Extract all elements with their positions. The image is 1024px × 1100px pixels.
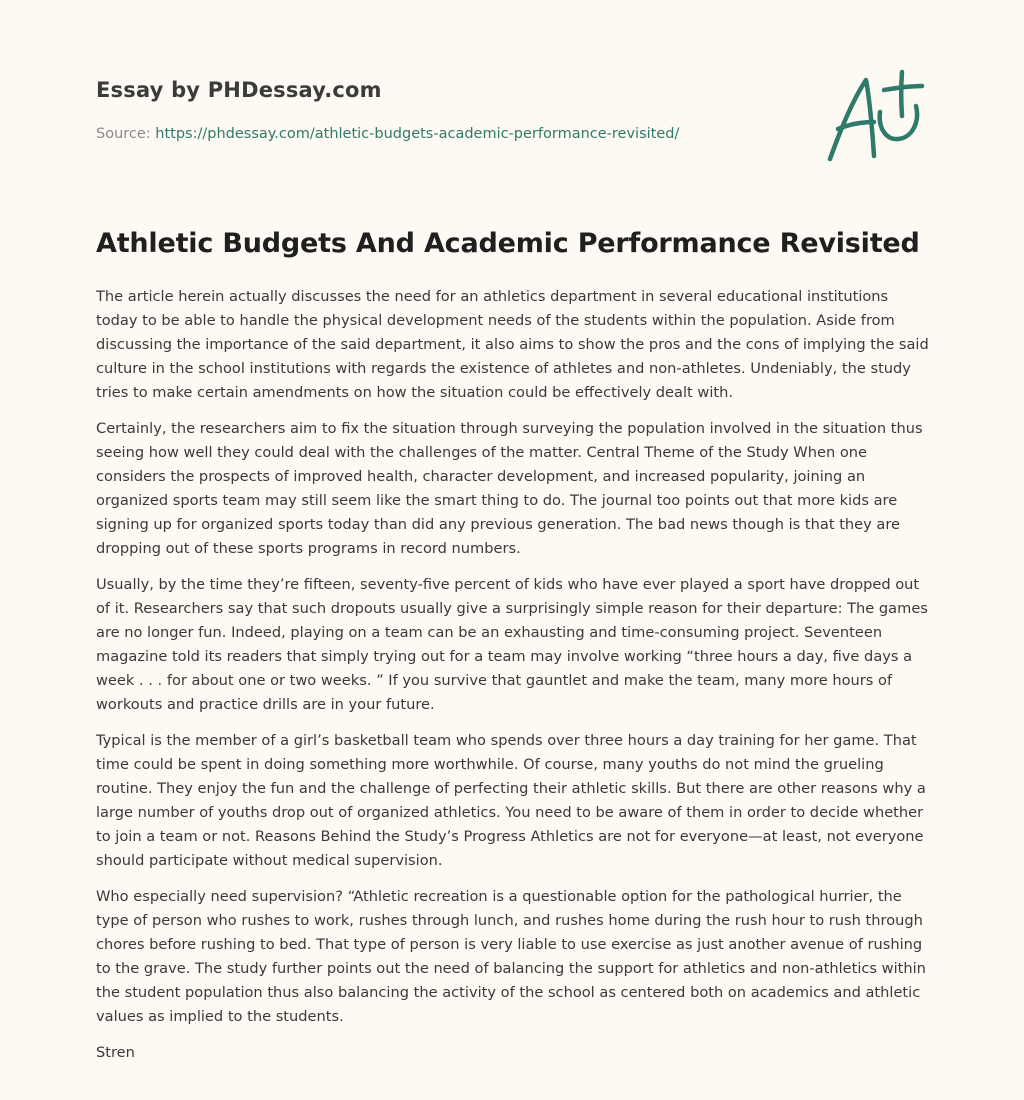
- article-body: [96, 285, 930, 1077]
- source-link[interactable]: https://phdessay.com/athletic-budgets-academic-performance-revisited/: [155, 126, 680, 142]
- source-line: [96, 124, 816, 144]
- article-paragraph: Typical is the member of a girl’s basketball team who spends over three hours a day training for her game. That time could be spent in doing something more worthwhile. Of course, many youths do not mind the grueling routine. They enjoy the fun and the challenge of perfecting their athletic skills. But there are other reasons why a large number of youths drop out of organized athletics. You need to be aware of them in order to decide whether to join a team or not. Reasons Behind the Study’s Progress Athletics are not for everyone—at least, not everyone should participate without medical supervision.: [96, 732, 926, 869]
- article-paragraph-truncated: Stren: [96, 1044, 135, 1061]
- article-title: Athletic Budgets And Academic Performance Revisited: [96, 228, 920, 259]
- site-brand: Essay by PHDessay.com: [96, 78, 382, 102]
- article-paragraph: The article herein actually discusses the need for an athletics department in several educational institutions today to be able to handle the physical development needs of the students within the population. Aside from discussing the importance of the said department, it also aims to show the pros and the cons of implying the said culture in the school institutions with regards the existence of athletes and non-athletes. Undeniably, the study tries to make certain amendments on how the situation could be effectively dealt with.: [96, 288, 929, 401]
- article-paragraph: Certainly, the researchers aim to fix the situation through surveying the population involved in the situation thus seeing how well they could deal with the challenges of the matter. Central Theme of the Study When one considers the prospects of improved health, character development, and increased popularity, joining an organized sports team may still seem like the smart thing to do. The journal too points out that more kids are signing up for organized sports today than did any previous generation. The bad news though is that they are dropping out of these sports programs in record numbers.: [96, 420, 923, 557]
- a-plus-logo-icon: [822, 66, 932, 166]
- source-label: Source:: [96, 126, 156, 142]
- essay-header: [96, 76, 816, 144]
- article-paragraph: Who especially need supervision? “Athletic recreation is a questionable option for the pathological hurrier, the type of person who rushes to work, rushes through lunch, and rushes home during the rush hour to rush through chores before rushing to bed. That type of person is very liable to use exercise as just another avenue of rushing to the grave. The study further points out the need of balancing the support for athletics and non-athletics within the student population thus also balancing the activity of the school as centered both on academics and athletic values as implied to the students.: [96, 888, 926, 1025]
- article-paragraph: Usually, by the time they’re fifteen, seventy-five percent of kids who have ever played a sport have dropped out of it. Researchers say that such dropouts usually give a surprisingly simple reason for their departure: The games are no longer fun. Indeed, playing on a team can be an exhausting and time-consuming project. Seventeen magazine told its readers that simply trying out for a team may involve working “three hours a day, five days a week . . . for about one or two weeks. ” If you survive that gauntlet and make the team, many more hours of workouts and practice drills are in your future.: [96, 576, 928, 713]
